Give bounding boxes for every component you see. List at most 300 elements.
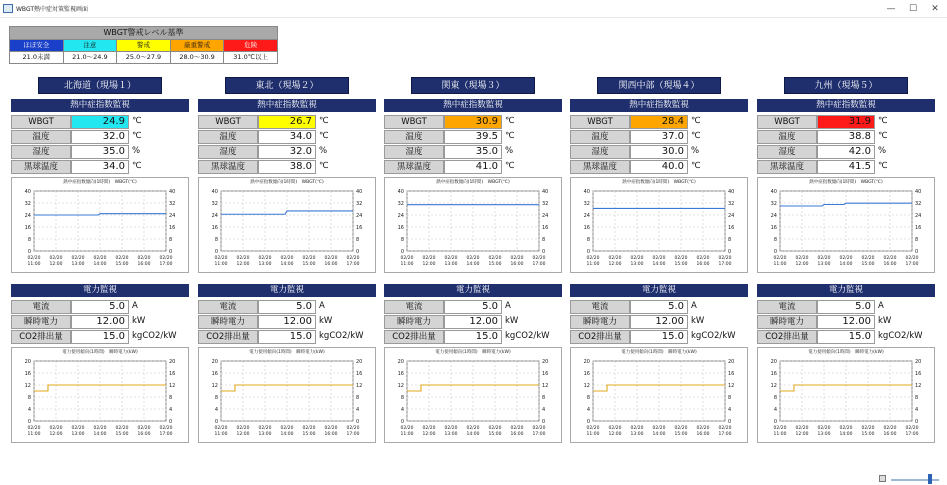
y-tick-label: 0 — [586, 249, 590, 255]
legend-level-range: 21.0未満 — [10, 51, 64, 63]
trend-chart-svg — [571, 348, 747, 442]
y-tick-label-right: 0 — [356, 249, 360, 255]
x-tick-label-time: 11:00 — [400, 432, 414, 437]
x-tick-label-time: 16:00 — [137, 432, 151, 437]
current-row — [384, 300, 562, 314]
temperature-row — [570, 130, 748, 144]
y-tick-label-right: 8 — [728, 395, 732, 401]
temperature-unit: ℃ — [691, 131, 701, 141]
x-tick-label-time: 15:00 — [302, 432, 316, 437]
co2-label: CO2排出量 — [757, 330, 817, 344]
y-tick-label: 12 — [397, 383, 404, 389]
y-tick-label: 24 — [211, 213, 218, 219]
y-tick-label-right: 8 — [542, 237, 546, 243]
wbgt-chart-caption: 熱中症指数傾向(1時間) WBGT(℃) — [622, 180, 696, 185]
x-tick-label-time: 12:00 — [795, 262, 809, 267]
co2-unit: kgCO2/kW — [878, 331, 923, 341]
y-tick-label-right: 12 — [728, 383, 735, 389]
power-row — [570, 315, 748, 329]
y-tick-label-right: 0 — [728, 249, 732, 255]
x-tick-label-time: 14:00 — [652, 432, 666, 437]
y-tick-label: 0 — [400, 249, 404, 255]
humidity-unit: % — [505, 146, 514, 156]
site-title: 北海道（現場１） — [38, 77, 162, 94]
x-tick-label-time: 14:00 — [839, 262, 853, 267]
y-tick-label: 8 — [214, 237, 218, 243]
y-tick-label-right: 4 — [169, 407, 173, 413]
globe-temperature-label: 黒球温度 — [570, 160, 630, 174]
x-tick-label-date: 02/20 — [883, 256, 897, 261]
site-title: 関西中部（現場４） — [597, 77, 721, 94]
app-icon — [3, 4, 13, 13]
co2-label: CO2排出量 — [198, 330, 258, 344]
x-tick-label-date: 02/20 — [93, 426, 107, 431]
y-tick-label-right: 16 — [356, 371, 363, 377]
trend-chart-svg — [199, 348, 375, 442]
y-tick-label: 32 — [583, 201, 590, 207]
heat-panel-header: 熱中症指数監視 — [198, 99, 376, 112]
x-tick-label-date: 02/20 — [795, 426, 809, 431]
x-tick-label-time: 14:00 — [652, 262, 666, 267]
temperature-label: 温度 — [11, 130, 71, 144]
x-tick-label-date: 02/20 — [137, 256, 151, 261]
co2-row — [570, 330, 748, 344]
x-tick-label-time: 12:00 — [422, 432, 436, 437]
x-tick-label-date: 02/20 — [422, 426, 436, 431]
wbgt-label: WBGT — [11, 115, 71, 129]
temperature-label: 温度 — [384, 130, 444, 144]
x-tick-label-time: 13:00 — [817, 432, 831, 437]
humidity-row — [384, 145, 562, 159]
trend-chart-svg — [758, 348, 934, 442]
x-tick-label-date: 02/20 — [400, 256, 414, 261]
wbgt-trend-chart — [570, 177, 748, 273]
y-tick-label: 16 — [770, 371, 777, 377]
power-trend-chart — [570, 347, 748, 443]
x-tick-label-time: 15:00 — [674, 262, 688, 267]
globe-temperature-value: 40.0 — [630, 160, 688, 174]
wbgt-row — [198, 115, 376, 129]
x-tick-label-date: 02/20 — [817, 256, 831, 261]
x-tick-label-time: 17:00 — [159, 262, 173, 267]
power-trend-chart — [757, 347, 935, 443]
x-tick-label-time: 16:00 — [696, 262, 710, 267]
site-column — [570, 77, 748, 445]
x-tick-label-time: 15:00 — [302, 262, 316, 267]
temperature-label: 温度 — [570, 130, 630, 144]
x-tick-label-date: 02/20 — [718, 256, 732, 261]
site-column — [757, 77, 935, 445]
x-tick-label-time: 14:00 — [93, 262, 107, 267]
x-tick-label-time: 12:00 — [422, 262, 436, 267]
globe-temperature-label: 黒球温度 — [198, 160, 258, 174]
x-tick-label-time: 12:00 — [49, 262, 63, 267]
y-tick-label: 16 — [583, 371, 590, 377]
y-tick-label: 16 — [770, 225, 777, 231]
humidity-unit: % — [132, 146, 141, 156]
x-tick-label-date: 02/20 — [49, 426, 63, 431]
x-tick-label-date: 02/20 — [280, 426, 294, 431]
current-value: 5.0 — [817, 300, 875, 314]
temperature-value: 39.5 — [444, 130, 502, 144]
humidity-unit: % — [878, 146, 887, 156]
x-tick-label-date: 02/20 — [236, 426, 250, 431]
wbgt-chart-caption: 熱中症指数傾向(1時間) WBGT(℃) — [809, 180, 883, 185]
current-row — [570, 300, 748, 314]
site-title: 関東（現場３） — [411, 77, 535, 94]
co2-label: CO2排出量 — [11, 330, 71, 344]
wbgt-trend-chart — [757, 177, 935, 273]
y-tick-label: 12 — [211, 383, 218, 389]
y-tick-label-right: 32 — [542, 201, 549, 207]
trend-chart-svg — [385, 178, 561, 272]
y-tick-label: 0 — [214, 249, 218, 255]
co2-value: 15.0 — [444, 330, 502, 344]
x-tick-label-date: 02/20 — [905, 426, 919, 431]
x-tick-label-date: 02/20 — [488, 426, 502, 431]
y-tick-label-right: 12 — [169, 383, 176, 389]
x-tick-label-time: 13:00 — [444, 432, 458, 437]
y-tick-label: 0 — [586, 419, 590, 425]
x-tick-label-date: 02/20 — [137, 426, 151, 431]
temperature-label: 温度 — [198, 130, 258, 144]
current-value: 5.0 — [258, 300, 316, 314]
current-unit: A — [878, 301, 884, 311]
humidity-value: 30.0 — [630, 145, 688, 159]
temperature-unit: ℃ — [132, 131, 142, 141]
x-tick-label-date: 02/20 — [115, 426, 129, 431]
wbgt-unit: ℃ — [319, 116, 329, 126]
x-tick-label-date: 02/20 — [302, 256, 316, 261]
wbgt-row — [570, 115, 748, 129]
y-tick-label: 8 — [400, 395, 404, 401]
x-tick-label-time: 13:00 — [630, 262, 644, 267]
x-tick-label-time: 17:00 — [159, 432, 173, 437]
co2-label: CO2排出量 — [384, 330, 444, 344]
legend-level-name: 警戒 — [117, 39, 171, 51]
globe-temperature-row — [570, 160, 748, 174]
wbgt-value: 30.9 — [444, 115, 502, 129]
temperature-value: 37.0 — [630, 130, 688, 144]
current-value: 5.0 — [444, 300, 502, 314]
x-tick-label-time: 13:00 — [817, 262, 831, 267]
y-tick-label-right: 16 — [356, 225, 363, 231]
trend-chart-svg — [385, 348, 561, 442]
y-tick-label: 24 — [770, 213, 777, 219]
globe-temperature-label: 黒球温度 — [384, 160, 444, 174]
x-tick-label-date: 02/20 — [532, 426, 546, 431]
x-tick-label-date: 02/20 — [280, 256, 294, 261]
humidity-label: 湿度 — [570, 145, 630, 159]
x-tick-label-date: 02/20 — [115, 256, 129, 261]
humidity-value: 32.0 — [258, 145, 316, 159]
wbgt-row — [11, 115, 189, 129]
x-tick-label-date: 02/20 — [444, 426, 458, 431]
x-tick-label-time: 13:00 — [71, 262, 85, 267]
x-tick-label-time: 17:00 — [718, 432, 732, 437]
y-tick-label-right: 4 — [542, 407, 546, 413]
heat-panel-header: 熱中症指数監視 — [11, 99, 189, 112]
x-tick-label-time: 14:00 — [466, 432, 480, 437]
current-label: 電流 — [570, 300, 630, 314]
co2-value: 15.0 — [258, 330, 316, 344]
temperature-row — [757, 130, 935, 144]
y-tick-label: 40 — [211, 189, 218, 195]
globe-temperature-value: 38.0 — [258, 160, 316, 174]
maximize-button[interactable]: ☐ — [908, 4, 918, 14]
y-tick-label: 16 — [24, 225, 31, 231]
y-tick-label-right: 16 — [728, 371, 735, 377]
x-tick-label-date: 02/20 — [324, 256, 338, 261]
power-value: 12.00 — [71, 315, 129, 329]
globe-temperature-unit: ℃ — [505, 161, 515, 171]
heat-panel-header: 熱中症指数監視 — [570, 99, 748, 112]
humidity-unit: % — [691, 146, 700, 156]
close-button[interactable]: ✕ — [931, 4, 939, 14]
co2-unit: kgCO2/kW — [319, 331, 364, 341]
humidity-label: 湿度 — [757, 145, 817, 159]
x-tick-label-time: 11:00 — [586, 262, 600, 267]
legend-level-ranges — [10, 51, 277, 63]
y-tick-label-right: 40 — [356, 189, 363, 195]
y-tick-label-right: 32 — [356, 201, 363, 207]
power-trend-chart — [198, 347, 376, 443]
power-value: 12.00 — [258, 315, 316, 329]
trend-chart-svg — [12, 178, 188, 272]
x-tick-label-time: 17:00 — [346, 262, 360, 267]
x-tick-label-time: 15:00 — [488, 262, 502, 267]
power-panel-header: 電力監視 — [757, 284, 935, 297]
y-tick-label: 0 — [214, 419, 218, 425]
trend-chart-svg — [758, 178, 934, 272]
wbgt-value: 31.9 — [817, 115, 875, 129]
y-tick-label: 8 — [773, 237, 777, 243]
co2-label: CO2排出量 — [570, 330, 630, 344]
humidity-row — [11, 145, 189, 159]
y-tick-label-right: 8 — [915, 237, 919, 243]
y-tick-label: 16 — [24, 371, 31, 377]
y-tick-label: 0 — [27, 419, 31, 425]
x-tick-label-time: 16:00 — [696, 432, 710, 437]
y-tick-label: 32 — [770, 201, 777, 207]
power-panel-header: 電力監視 — [570, 284, 748, 297]
current-label: 電流 — [384, 300, 444, 314]
x-tick-label-date: 02/20 — [346, 426, 360, 431]
zoom-slider-thumb[interactable] — [928, 474, 932, 484]
x-tick-label-time: 12:00 — [49, 432, 63, 437]
y-tick-label-right: 12 — [356, 383, 363, 389]
current-unit: A — [691, 301, 697, 311]
power-chart-caption: 電力使用傾向(1時間) 瞬時電力(kW) — [621, 350, 697, 355]
x-tick-label-time: 14:00 — [839, 432, 853, 437]
power-chart-caption: 電力使用傾向(1時間) 瞬時電力(kW) — [249, 350, 325, 355]
y-tick-label: 8 — [27, 395, 31, 401]
legend-level-range: 21.0～24.9 — [64, 51, 118, 63]
y-tick-label: 4 — [400, 407, 404, 413]
y-tick-label: 12 — [24, 383, 31, 389]
x-tick-label-time: 12:00 — [236, 262, 250, 267]
window-title: WBGT熱中症対策監視画面 — [16, 6, 89, 13]
zoom-icon[interactable] — [879, 475, 886, 482]
legend-level-range: 31.0℃以上 — [224, 51, 277, 63]
y-tick-label-right: 0 — [728, 419, 732, 425]
x-tick-label-date: 02/20 — [400, 426, 414, 431]
y-tick-label-right: 0 — [356, 419, 360, 425]
globe-temperature-row — [757, 160, 935, 174]
temperature-value: 34.0 — [258, 130, 316, 144]
x-tick-label-date: 02/20 — [696, 426, 710, 431]
y-tick-label: 0 — [773, 419, 777, 425]
y-tick-label: 12 — [770, 383, 777, 389]
x-tick-label-date: 02/20 — [608, 256, 622, 261]
y-tick-label: 40 — [583, 189, 590, 195]
x-tick-label-time: 11:00 — [27, 262, 41, 267]
current-row — [198, 300, 376, 314]
y-tick-label: 40 — [770, 189, 777, 195]
y-tick-label: 16 — [397, 371, 404, 377]
globe-temperature-unit: ℃ — [691, 161, 701, 171]
x-tick-label-date: 02/20 — [608, 426, 622, 431]
power-value: 12.00 — [630, 315, 688, 329]
legend-level-name: 危険 — [224, 39, 277, 51]
x-tick-label-date: 02/20 — [159, 426, 173, 431]
x-tick-label-time: 13:00 — [444, 262, 458, 267]
power-trend-chart — [384, 347, 562, 443]
power-value: 12.00 — [817, 315, 875, 329]
current-unit: A — [319, 301, 325, 311]
y-tick-label: 16 — [211, 225, 218, 231]
x-tick-label-date: 02/20 — [258, 426, 272, 431]
wbgt-label: WBGT — [198, 115, 258, 129]
x-tick-label-time: 14:00 — [93, 432, 107, 437]
legend-level-name: ほぼ安全 — [10, 39, 64, 51]
temperature-unit: ℃ — [319, 131, 329, 141]
x-tick-label-date: 02/20 — [817, 426, 831, 431]
y-tick-label-right: 12 — [542, 383, 549, 389]
trend-chart-svg — [199, 178, 375, 272]
humidity-label: 湿度 — [384, 145, 444, 159]
heat-panel-header: 熱中症指数監視 — [384, 99, 562, 112]
humidity-row — [757, 145, 935, 159]
y-tick-label: 20 — [211, 359, 218, 365]
x-tick-label-time: 14:00 — [280, 262, 294, 267]
x-tick-label-time: 12:00 — [795, 432, 809, 437]
power-panel-header: 電力監視 — [11, 284, 189, 297]
heat-panel-header: 熱中症指数監視 — [757, 99, 935, 112]
y-tick-label-right: 16 — [169, 225, 176, 231]
x-tick-label-date: 02/20 — [346, 256, 360, 261]
x-tick-label-time: 12:00 — [608, 432, 622, 437]
wbgt-value: 24.9 — [71, 115, 129, 129]
y-tick-label: 24 — [24, 213, 31, 219]
x-tick-label-date: 02/20 — [444, 256, 458, 261]
y-tick-label: 8 — [773, 395, 777, 401]
x-tick-label-date: 02/20 — [861, 256, 875, 261]
temperature-label: 温度 — [757, 130, 817, 144]
y-tick-label: 40 — [397, 189, 404, 195]
x-tick-label-time: 15:00 — [115, 432, 129, 437]
wbgt-trend-chart — [198, 177, 376, 273]
x-tick-label-time: 16:00 — [510, 432, 524, 437]
x-tick-label-date: 02/20 — [27, 256, 41, 261]
co2-unit: kgCO2/kW — [132, 331, 177, 341]
x-tick-label-date: 02/20 — [422, 256, 436, 261]
temperature-row — [198, 130, 376, 144]
x-tick-label-time: 11:00 — [214, 262, 228, 267]
power-label: 瞬時電力 — [570, 315, 630, 329]
x-tick-label-date: 02/20 — [159, 256, 173, 261]
temperature-unit: ℃ — [878, 131, 888, 141]
x-tick-label-time: 16:00 — [137, 262, 151, 267]
y-tick-label: 12 — [583, 383, 590, 389]
y-tick-label-right: 20 — [169, 359, 176, 365]
x-tick-label-time: 16:00 — [324, 432, 338, 437]
y-tick-label-right: 8 — [915, 395, 919, 401]
co2-unit: kgCO2/kW — [505, 331, 550, 341]
temperature-row — [384, 130, 562, 144]
globe-temperature-unit: ℃ — [878, 161, 888, 171]
x-tick-label-time: 17:00 — [718, 262, 732, 267]
temperature-unit: ℃ — [505, 131, 515, 141]
y-tick-label: 0 — [400, 419, 404, 425]
y-tick-label-right: 24 — [542, 213, 549, 219]
temperature-value: 32.0 — [71, 130, 129, 144]
x-tick-label-date: 02/20 — [839, 426, 853, 431]
current-label: 電流 — [11, 300, 71, 314]
x-tick-label-time: 17:00 — [905, 432, 919, 437]
x-tick-label-time: 17:00 — [532, 262, 546, 267]
y-tick-label: 20 — [24, 359, 31, 365]
x-tick-label-time: 11:00 — [586, 432, 600, 437]
power-label: 瞬時電力 — [757, 315, 817, 329]
x-tick-label-date: 02/20 — [258, 256, 272, 261]
globe-temperature-row — [11, 160, 189, 174]
power-trend-chart — [11, 347, 189, 443]
y-tick-label: 8 — [27, 237, 31, 243]
power-row — [198, 315, 376, 329]
humidity-unit: % — [319, 146, 328, 156]
power-row — [757, 315, 935, 329]
x-tick-label-date: 02/20 — [532, 256, 546, 261]
y-tick-label: 16 — [211, 371, 218, 377]
wbgt-chart-caption: 熱中症指数傾向(1時間) WBGT(℃) — [250, 180, 324, 185]
y-tick-label-right: 16 — [915, 225, 922, 231]
trend-chart-svg — [12, 348, 188, 442]
power-unit: kW — [132, 316, 146, 326]
y-tick-label-right: 40 — [542, 189, 549, 195]
x-tick-label-date: 02/20 — [718, 426, 732, 431]
y-tick-label-right: 0 — [169, 419, 173, 425]
x-tick-label-time: 11:00 — [400, 262, 414, 267]
y-tick-label-right: 32 — [728, 201, 735, 207]
power-unit: kW — [691, 316, 705, 326]
x-tick-label-time: 11:00 — [773, 262, 787, 267]
wbgt-row — [757, 115, 935, 129]
minimize-button[interactable]: — — [886, 4, 896, 14]
y-tick-label: 32 — [397, 201, 404, 207]
globe-temperature-row — [384, 160, 562, 174]
temperature-value: 38.8 — [817, 130, 875, 144]
co2-value: 15.0 — [817, 330, 875, 344]
x-tick-label-date: 02/20 — [630, 426, 644, 431]
y-tick-label: 4 — [773, 407, 777, 413]
x-tick-label-time: 16:00 — [883, 432, 897, 437]
globe-temperature-value: 34.0 — [71, 160, 129, 174]
y-tick-label-right: 24 — [728, 213, 735, 219]
x-tick-label-date: 02/20 — [652, 256, 666, 261]
x-tick-label-date: 02/20 — [510, 256, 524, 261]
wbgt-unit: ℃ — [132, 116, 142, 126]
